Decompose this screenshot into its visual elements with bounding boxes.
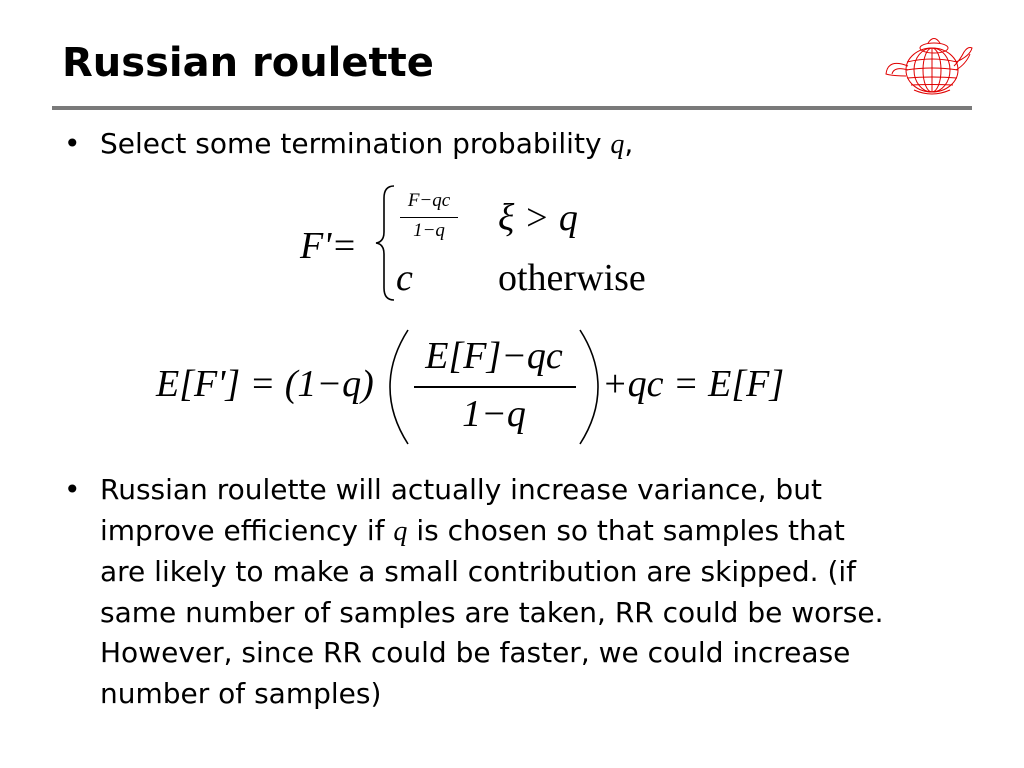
eq2-lhs: E[F'] = (1−q) bbox=[156, 363, 374, 405]
bullet-2-line-2-pre: improve efficiency if bbox=[100, 513, 385, 547]
eq2-denominator: 1−q bbox=[462, 393, 526, 435]
eq1-case2-value: c bbox=[396, 257, 413, 299]
bullet-1-suffix: , bbox=[624, 127, 634, 160]
bullet-dot: • bbox=[64, 127, 81, 160]
eq1-brace bbox=[374, 184, 396, 302]
bullet-2-line-2 bbox=[100, 511, 980, 553]
bullet-2-line-2-var: q bbox=[393, 515, 408, 547]
eq1-case1-denominator: 1−q bbox=[413, 220, 445, 241]
bullet-1-var: q bbox=[610, 129, 625, 160]
bullet-dot: • bbox=[64, 473, 81, 506]
eq1-case1-numerator: F−qc bbox=[407, 190, 451, 211]
eq1-case1-condition: ξ > q bbox=[498, 197, 578, 239]
eq2-right-paren bbox=[578, 328, 600, 446]
teapot-icon bbox=[884, 30, 974, 98]
eq1-case2-condition: otherwise bbox=[498, 257, 646, 299]
bullet-2-line-6: number of samples) bbox=[100, 676, 382, 710]
bullet-1 bbox=[64, 124, 964, 166]
slide-title: Russian roulette bbox=[62, 40, 434, 86]
eq2-left-paren bbox=[388, 328, 410, 446]
eq2-rhs: +qc = E[F] bbox=[602, 363, 785, 405]
bullet-2-line-1: Russian roulette will actually increase variance, but bbox=[100, 473, 822, 506]
equation-expectation bbox=[156, 324, 816, 448]
eq1-case1-fraction-bar bbox=[400, 217, 458, 218]
bullet-2-line-3: are likely to make a small contribution are skipped. (if bbox=[100, 555, 857, 588]
eq1-lhs: F'= bbox=[300, 225, 357, 267]
bullet-2-line-2-post: is chosen so that samples that bbox=[416, 513, 845, 547]
equation-piecewise bbox=[300, 182, 680, 306]
title-underline bbox=[52, 106, 972, 110]
bullet-2-line-4: same number of samples are taken, RR could be worse. bbox=[100, 595, 884, 629]
bullet-2-line-5: However, since RR could be faster, we could increase bbox=[100, 636, 851, 669]
bullet-1-text: Select some termination probability bbox=[100, 127, 602, 160]
eq2-numerator: E[F]−qc bbox=[425, 335, 563, 377]
eq2-fraction-bar bbox=[414, 386, 576, 388]
bullet-2 bbox=[64, 470, 984, 720]
